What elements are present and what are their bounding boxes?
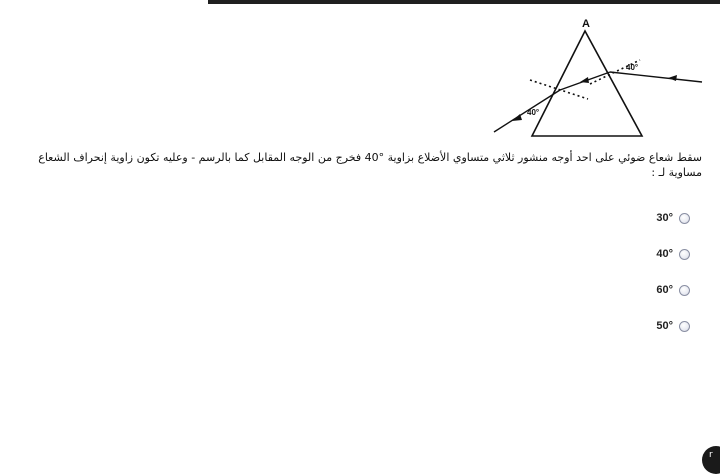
option-60[interactable] [590, 272, 690, 308]
option-label: 40° [656, 248, 673, 260]
top-bar [208, 0, 720, 4]
corner-badge [702, 446, 720, 474]
entry-angle-label: 40° [527, 108, 540, 117]
radio-button[interactable] [679, 249, 690, 260]
exit-angle-label: 40° [626, 63, 639, 72]
badge-text: r [709, 450, 713, 460]
radio-button[interactable] [679, 285, 690, 296]
radio-button[interactable] [679, 213, 690, 224]
vertex-label: A [582, 18, 590, 30]
radio-button[interactable] [679, 321, 690, 332]
refracted-arrow [580, 77, 589, 83]
incident-arrow [668, 75, 677, 81]
option-label: 30° [656, 212, 673, 224]
option-label: 60° [656, 284, 673, 296]
question-text: سقط شعاع ضوئي على احد أوجه منشور ثلاثي متساوي الأضلاع بزاوية °40 فخرج من الوجه المقابل كما بالرسم - وعليه تكون زاوية إنحراف الشعاع مساوية لـ : [38, 151, 702, 179]
question-block [30, 150, 702, 180]
prism-triangle [532, 31, 642, 136]
option-label: 50° [656, 320, 673, 332]
option-30[interactable] [590, 200, 690, 236]
option-50[interactable] [590, 308, 690, 344]
answer-options [590, 200, 690, 344]
option-40[interactable] [590, 236, 690, 272]
incident-ray [610, 72, 702, 82]
prism-diagram [480, 14, 710, 144]
